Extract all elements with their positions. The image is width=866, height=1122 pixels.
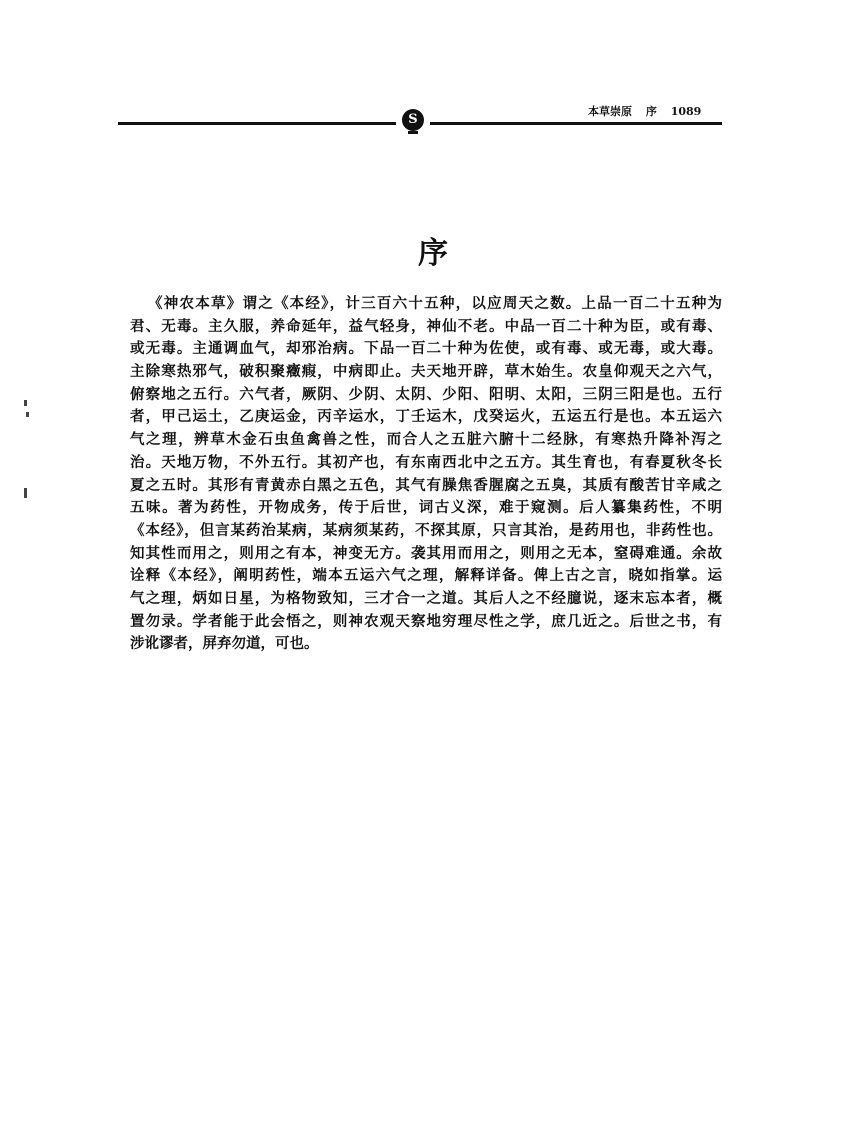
text-line: 气之理，炳如日星，为格物致知，三才合一之道。其后人之不经臆说，逐末忘本者，概	[130, 590, 722, 607]
section-name: 序	[645, 105, 657, 118]
text-line: 《本经》，但言某药治某病，某病须某药，不探其原，只言其治，是药用也，非药性也。	[130, 522, 722, 539]
publisher-logo-icon: S	[402, 109, 424, 131]
page-number: 1089	[670, 105, 702, 118]
text-line: 五味。著为药性，开物成务，传于后世，词古义深，难于窥测。后人纂集药性，不明	[130, 500, 722, 517]
text-line: 气之理，辨草木金石虫鱼禽兽之性，而合人之五脏六腑十二经脉，有寒热升降补泻之	[130, 432, 722, 449]
book-title: 本草崇原	[588, 105, 632, 118]
header-rule-left	[118, 122, 396, 125]
text-line: 俯察地之五行。六气者，厥阴、少阴、太阴、少阳、阳明、太阳，三阴三阳是也。五行	[130, 386, 722, 403]
text-line: 主除寒热邪气，破积聚癥瘕，中病即止。夫天地开辟，草木始生。农皇仰观天之六气，	[130, 364, 722, 381]
text-line: 治。天地万物，不外五行。其初产也，有东南西北中之五方。其生育也，有春夏秋冬长	[130, 454, 722, 471]
scan-mark	[24, 400, 27, 406]
running-header	[588, 103, 701, 119]
text-line: 或无毒。主通调血气，却邪治病。下品一百二十种为佐使，或有毒、或无毒，或大毒。	[130, 341, 722, 358]
text-line: 君、无毒。主久服，养命延年，益气轻身，神仙不老。中品一百二十种为臣，或有毒、	[130, 318, 722, 335]
body-text	[130, 293, 722, 656]
header-rule-right	[430, 122, 722, 125]
text-line: 知其性而用之，则用之有本，神变无方。袭其用而用之，则用之无本，窒碍难通。余故	[130, 545, 722, 562]
text-line: 者，甲己运土，乙庚运金，丙辛运水，丁壬运木，戊癸运火，五运五行是也。本五运六	[130, 409, 722, 426]
text-line: 《神农本草》谓之《本经》，计三百六十五种，以应周天之数。上品一百二十五种为	[148, 296, 722, 312]
scan-mark	[26, 412, 29, 417]
text-line: 夏之五时。其形有青黄赤白黑之五色，其气有臊焦香腥腐之五臭，其质有酸苦甘辛咸之	[130, 477, 722, 494]
scan-mark	[24, 488, 27, 498]
text-line: 诠释《本经》，阐明药性，端本五运六气之理，解释详备。俾上古之言，晓如指掌。运	[130, 568, 722, 585]
section-title: 序	[418, 236, 448, 271]
text-line: 置勿录。学者能于此会悟之，则神农观天察地穷理尽性之学，庶几近之。后世之书，有	[130, 613, 722, 630]
text-line: 涉讹谬者，屏弃勿道，可也。	[130, 636, 319, 653]
